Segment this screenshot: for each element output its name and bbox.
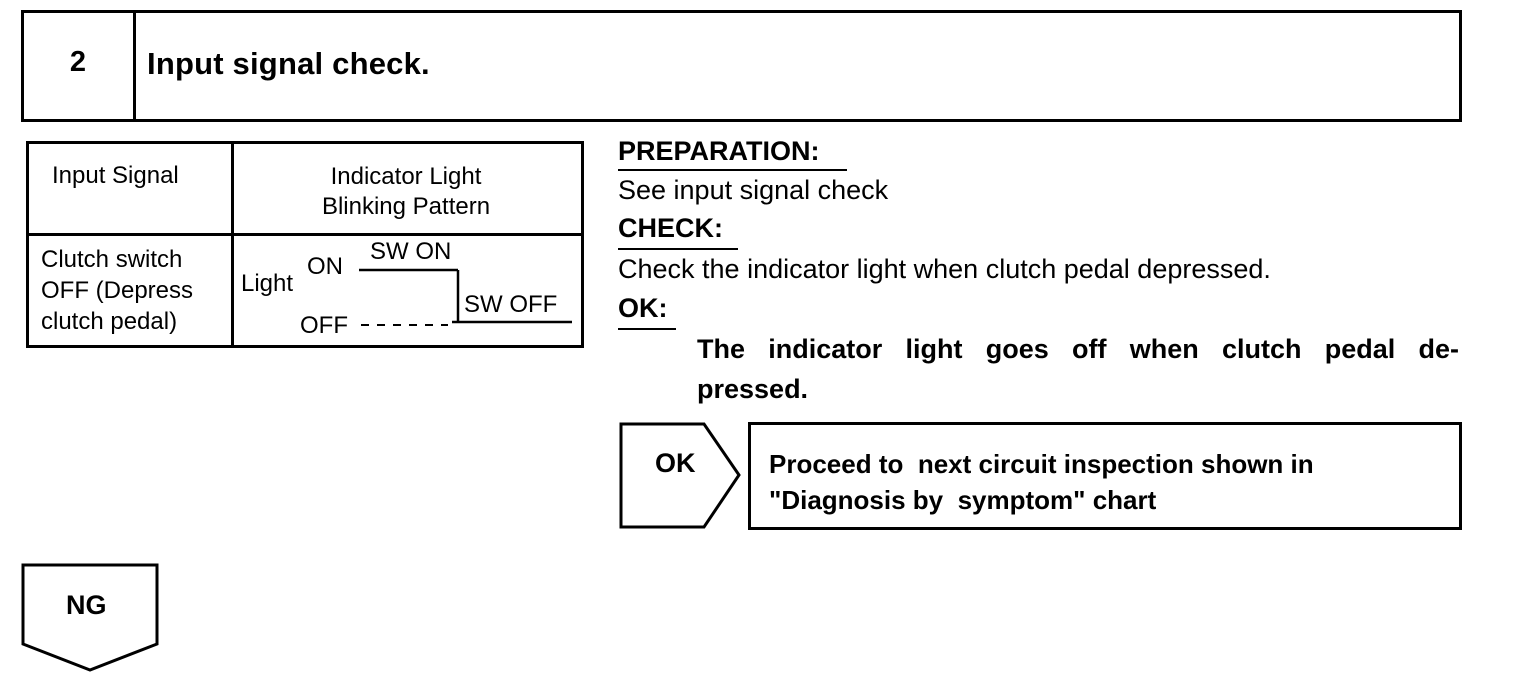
step-number: 2 bbox=[69, 46, 87, 78]
header-input-signal: Input Signal bbox=[52, 162, 179, 189]
header-indicator-line2: Blinking Pattern bbox=[321, 193, 491, 220]
cell-input-line1: Clutch switch bbox=[41, 246, 183, 273]
check-label: CHECK: bbox=[618, 213, 723, 243]
proceed-instruction-text bbox=[769, 446, 1314, 518]
check-underline bbox=[618, 248, 738, 250]
preparation-underline bbox=[618, 169, 847, 171]
diagram-sw-on-label: SW ON bbox=[370, 238, 452, 265]
step-title: Input signal check. bbox=[147, 46, 430, 81]
ng-badge-label: NG bbox=[66, 590, 107, 620]
ok-underline bbox=[618, 328, 676, 330]
check-text: Check the indicator light when clutch pedal depressed. bbox=[618, 254, 1271, 284]
diagram-on-label: ON bbox=[307, 253, 343, 280]
ok-criteria-text: The indicator light goes off when clutch pedal de-pressed. bbox=[697, 334, 1459, 404]
cell-input-line2: OFF (Depress bbox=[41, 277, 194, 304]
preparation-text: See input signal check bbox=[618, 175, 889, 205]
diagram-off-label: OFF bbox=[300, 312, 348, 339]
preparation-label: PREPARATION: bbox=[618, 136, 820, 166]
cell-input-line3: clutch pedal) bbox=[41, 308, 178, 335]
header-indicator-line1: Indicator Light bbox=[330, 163, 482, 190]
diagram-sw-off-label: SW OFF bbox=[464, 291, 558, 318]
ok-badge-label: OK bbox=[655, 448, 696, 478]
proceed-line1: Proceed to next circuit inspection shown in bbox=[769, 449, 1314, 479]
diagram-light-label: Light bbox=[241, 270, 294, 297]
proceed-line2: "Diagnosis by symptom" chart bbox=[769, 485, 1157, 515]
ok-label: OK: bbox=[618, 293, 668, 323]
